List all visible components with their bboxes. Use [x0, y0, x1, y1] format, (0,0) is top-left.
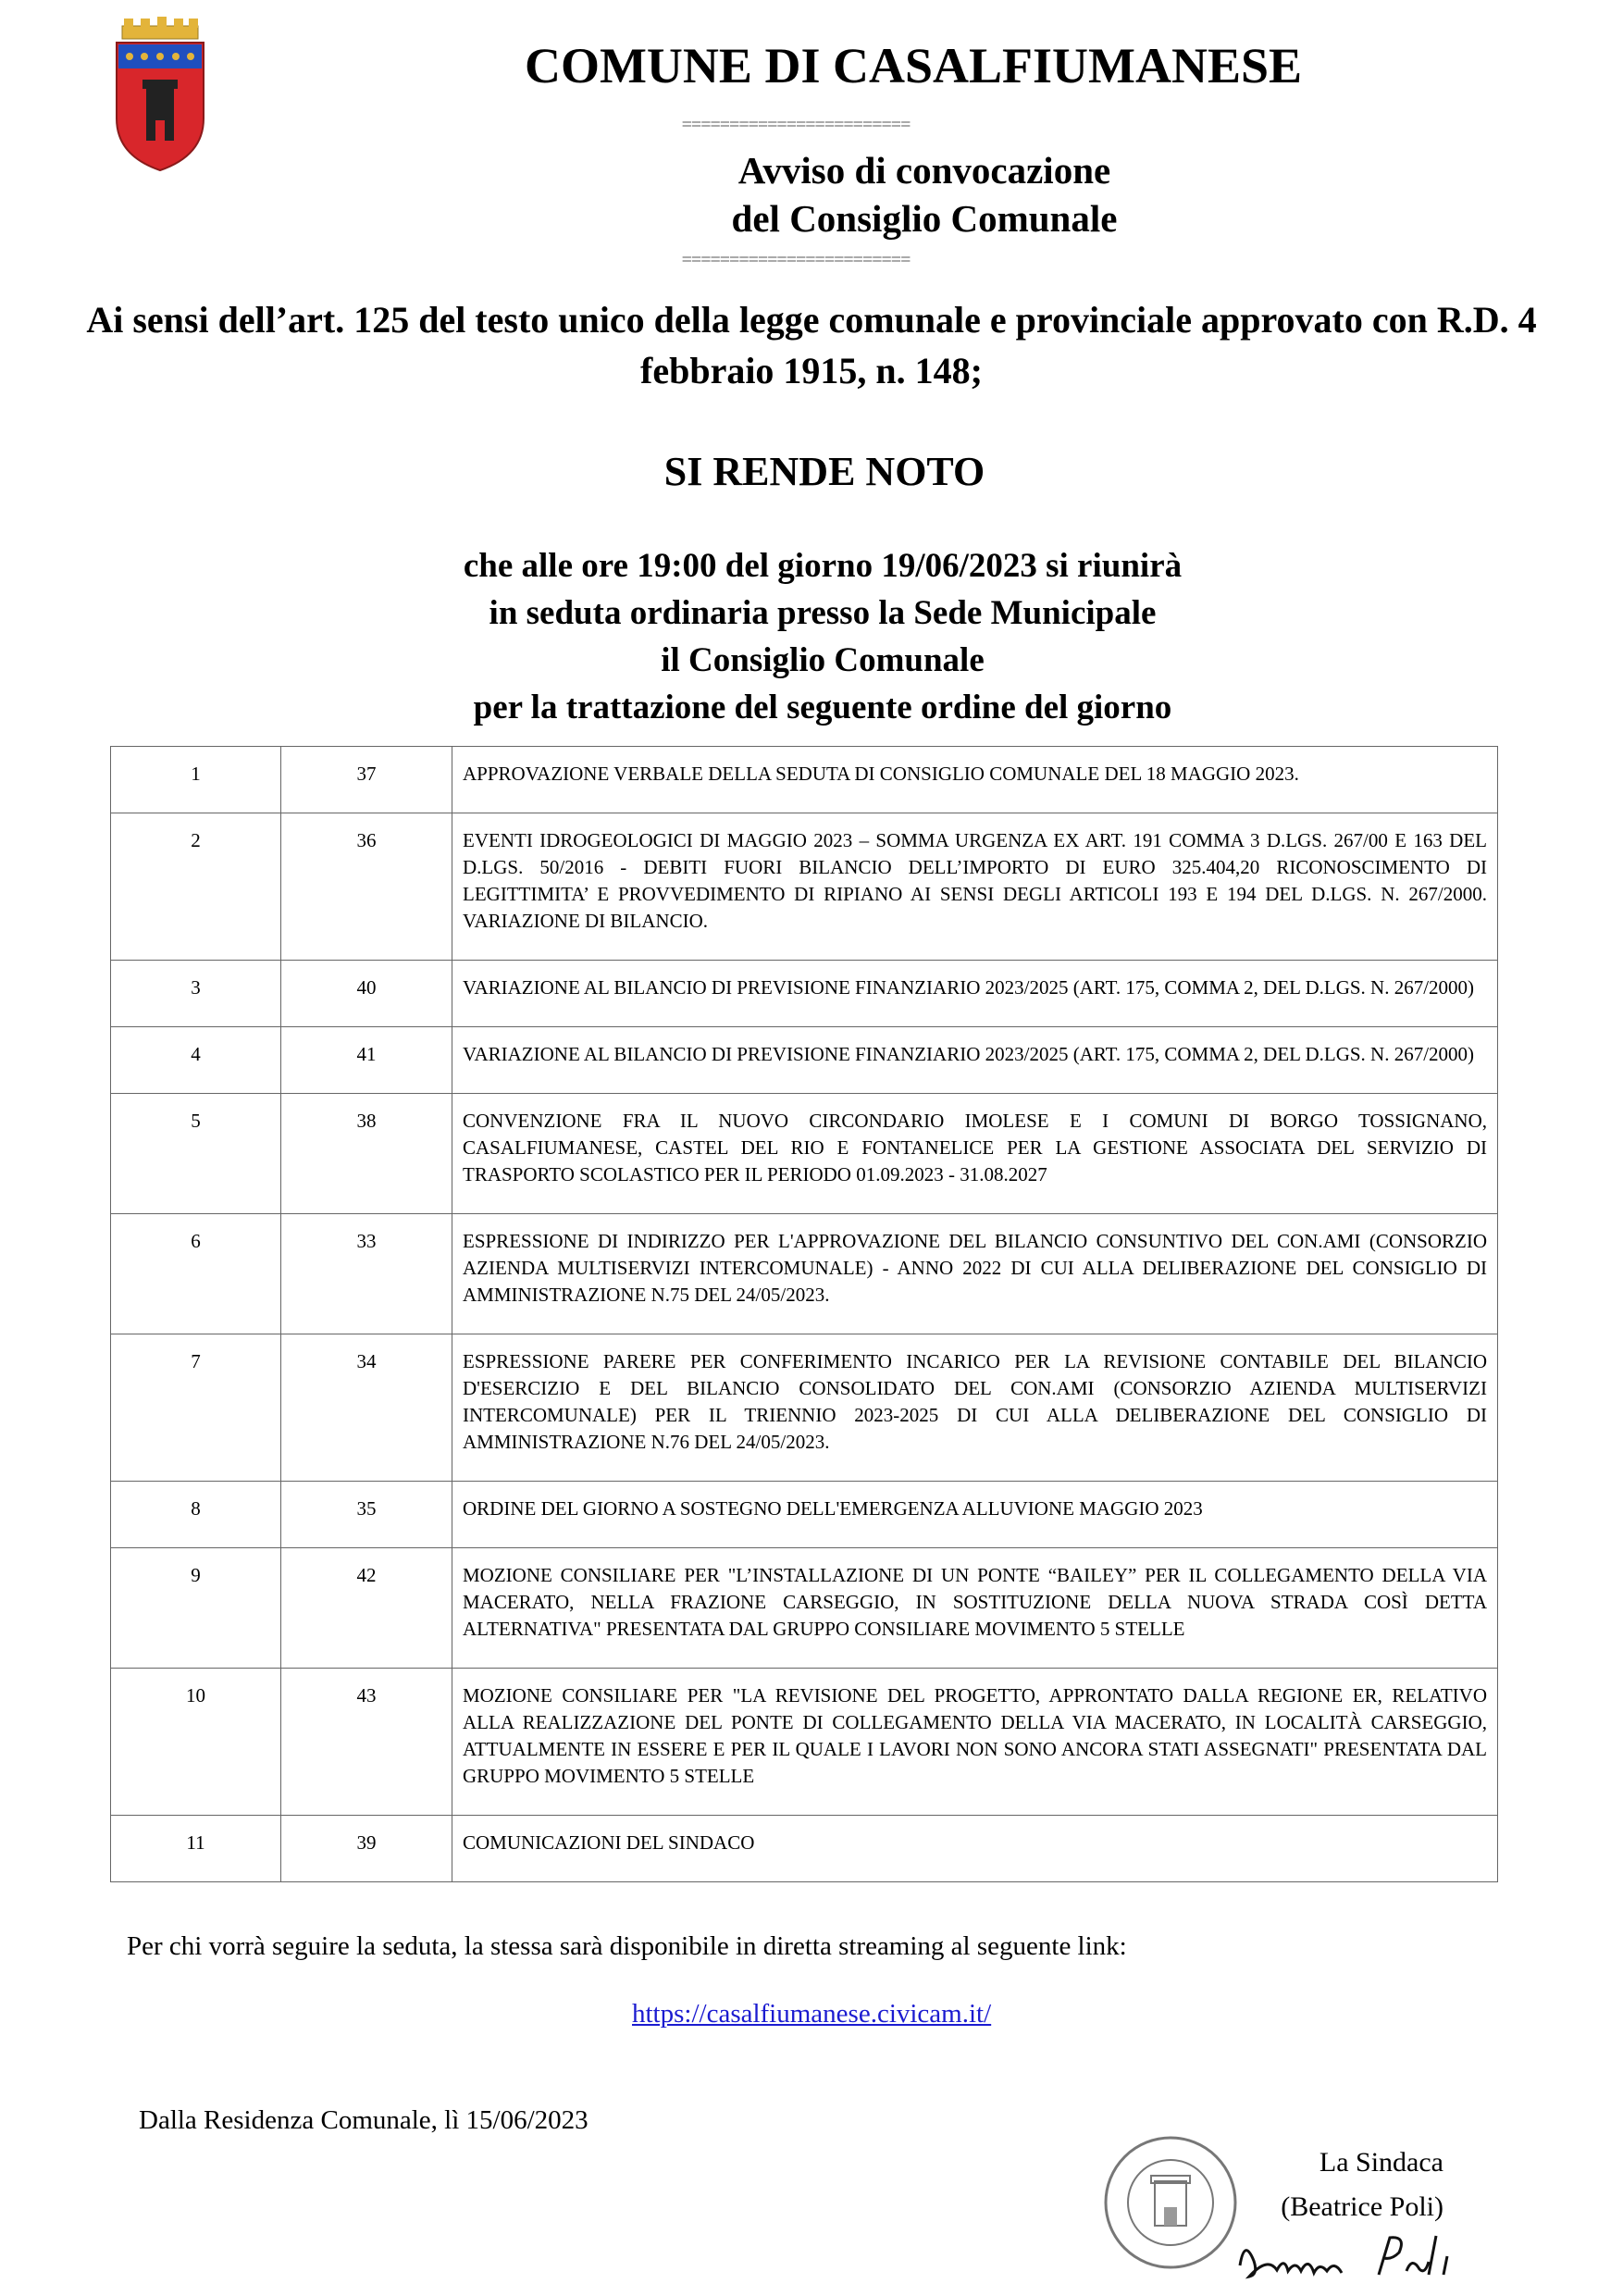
item-reference: 36 [281, 813, 452, 961]
streaming-note: Per chi vorrà seguire la seduta, la stessa sarà disponibile in diretta streaming al seguente link: [127, 1931, 1127, 1961]
item-number: 5 [111, 1094, 281, 1214]
table-row [111, 813, 1498, 961]
table-row [111, 747, 1498, 813]
table-row [111, 1214, 1498, 1334]
agenda-table [110, 746, 1498, 1882]
item-reference: 37 [281, 747, 452, 813]
meeting-location-line: in seduta ordinaria presso la Sede Municipale [489, 594, 1157, 632]
item-number: 4 [111, 1027, 281, 1094]
place-date: Dalla Residenza Comunale, lì 15/06/2023 [139, 2105, 588, 2135]
item-number: 9 [111, 1548, 281, 1669]
item-number: 11 [111, 1816, 281, 1882]
item-number: 2 [111, 813, 281, 961]
table-row [111, 961, 1498, 1027]
notice-title-line1: Avviso di convocazione [737, 149, 1111, 192]
item-description: VARIAZIONE AL BILANCIO DI PREVISIONE FINANZIARIO 2023/2025 (ART. 175, COMMA 2, DEL D.LGS. N. 267/2000) [452, 961, 1498, 1027]
item-number: 1 [111, 747, 281, 813]
legal-basis: Ai sensi dell’art. 125 del testo unico della legge comunale e provinciale approvato con R.D. 4 febbraio 1915, n. 148; [86, 299, 1537, 391]
item-reference: 43 [281, 1669, 452, 1816]
item-description: MOZIONE CONSILIARE PER "L’INSTALLAZIONE DI UN PONTE “BAILEY” PER IL COLLEGAMENTO DELLA VIA MACERATO, NELLA FRAZIONE CARSEGGIO, IN SOSTITUZIONE DELLA NUOVA STRADA COSÌ DETTA ALTERNATIVA" PRESENTATA DAL GRUPPO CONSILIARE MOVIMENTO 5 STELLE [452, 1548, 1498, 1669]
item-number: 3 [111, 961, 281, 1027]
item-reference: 38 [281, 1094, 452, 1214]
table-row [111, 1548, 1498, 1669]
item-number: 7 [111, 1334, 281, 1482]
table-row [111, 1669, 1498, 1816]
item-reference: 41 [281, 1027, 452, 1094]
item-description: CONVENZIONE FRA IL NUOVO CIRCONDARIO IMOLESE E I COMUNI DI BORGO TOSSIGNANO, CASALFIUMANESE, CASTEL DEL RIO E FONTANELICE PER LA GESTIONE ASSOCIATA DEL SERVIZIO DI TRASPORTO SCOLASTICO PER IL PERIODO 01.09.2023 - 31.08.2027 [452, 1094, 1498, 1214]
item-reference: 35 [281, 1482, 452, 1548]
notice-title-line2: del Consiglio Comunale [731, 197, 1118, 240]
item-description: ESPRESSIONE DI INDIRIZZO PER L'APPROVAZIONE DEL BILANCIO CONSUNTIVO DEL CON.AMI (CONSORZIO AZIENDA MULTISERVIZI INTERCOMUNALE) - ANNO 2022 DI CUI ALLA DELIBERAZIONE DEL CONSIGLIO DI AMMINISTRAZIONE N.75 DEL 24/05/2023. [452, 1214, 1498, 1334]
meeting-details [11, 542, 1623, 731]
item-number: 6 [111, 1214, 281, 1334]
table-row [111, 1816, 1498, 1882]
item-reference: 40 [281, 961, 452, 1027]
separator-line: ======================== [681, 115, 911, 135]
item-description: EVENTI IDROGEOLOGICI DI MAGGIO 2023 – SOMMA URGENZA EX ART. 191 COMMA 3 D.LGS. 267/00 E 163 DEL D.LGS. 50/2016 - DEBITI FUORI BILANCIO DELL’IMPORTO DI EURO 325.404,20 RICONOSCIMENTO DI LEGITTIMITA’ E PROVVEDIMENTO DI RIPIANO AI SENSI DEGLI ARTICOLI 193 E 194 DEL D.LGS. N. 267/2000. VARIAZIONE DI BILANCIO. [452, 813, 1498, 961]
meeting-body-line: il Consiglio Comunale [661, 641, 985, 679]
table-row [111, 1027, 1498, 1094]
item-reference: 42 [281, 1548, 452, 1669]
agenda-intro-line: per la trattazione del seguente ordine del giorno [473, 689, 1172, 726]
table-row [111, 1482, 1498, 1548]
meeting-time-line: che alle ore 19:00 del giorno 19/06/2023 si riunirà [463, 547, 1183, 585]
item-number: 10 [111, 1669, 281, 1816]
mayor-name: (Beatrice Poli) [1281, 2191, 1443, 2222]
table-row [111, 1094, 1498, 1214]
streaming-link[interactable]: https://casalfiumanese.civicam.it/ [632, 1999, 992, 2029]
item-reference: 33 [281, 1214, 452, 1334]
handwritten-signature-icon [1231, 2219, 1490, 2293]
item-description: COMUNICAZIONI DEL SINDACO [452, 1816, 1498, 1882]
announcement-heading: SI RENDE NOTO [663, 449, 985, 494]
item-reference: 34 [281, 1334, 452, 1482]
item-number: 8 [111, 1482, 281, 1548]
item-description: APPROVAZIONE VERBALE DELLA SEDUTA DI CONSIGLIO COMUNALE DEL 18 MAGGIO 2023. [452, 747, 1498, 813]
item-description: MOZIONE CONSILIARE PER "LA REVISIONE DEL PROGETTO, APPRONTATO DALLA REGIONE ER, RELATIVO ALLA REALIZZAZIONE DEL PONTE DI COLLEGAMENTO DELLA VIA MACERATO, IN LOCALITÀ CARSEGGIO, ATTUALMENTE IN ESSERE E PER IL QUALE I LAVORI NON SONO ANCORA STATI ASSEGNATI" PRESENTATA DAL GRUPPO MOVIMENTO 5 STELLE [452, 1669, 1498, 1816]
municipality-name: COMUNE DI CASALFIUMANESE [524, 38, 1303, 93]
separator-line: ======================== [681, 250, 911, 270]
mayor-role: La Sindaca [1319, 2147, 1443, 2178]
table-row [111, 1334, 1498, 1482]
item-reference: 39 [281, 1816, 452, 1882]
item-description: ORDINE DEL GIORNO A SOSTEGNO DELL'EMERGENZA ALLUVIONE MAGGIO 2023 [452, 1482, 1498, 1548]
item-description: VARIAZIONE AL BILANCIO DI PREVISIONE FINANZIARIO 2023/2025 (ART. 175, COMMA 2, DEL D.LGS. N. 267/2000) [452, 1027, 1498, 1094]
item-description: ESPRESSIONE PARERE PER CONFERIMENTO INCARICO PER LA REVISIONE CONTABILE DEL BILANCIO D'ESERCIZIO E DEL BILANCIO CONSOLIDATO DEL CON.AMI (CONSORZIO AZIENDA MULTISERVIZI INTERCOMUNALE) PER IL TRIENNIO 2023-2025 DI CUI ALLA DELIBERAZIONE DEL CONSIGLIO DI AMMINISTRAZIONE N.76 DEL 24/05/2023. [452, 1334, 1498, 1482]
